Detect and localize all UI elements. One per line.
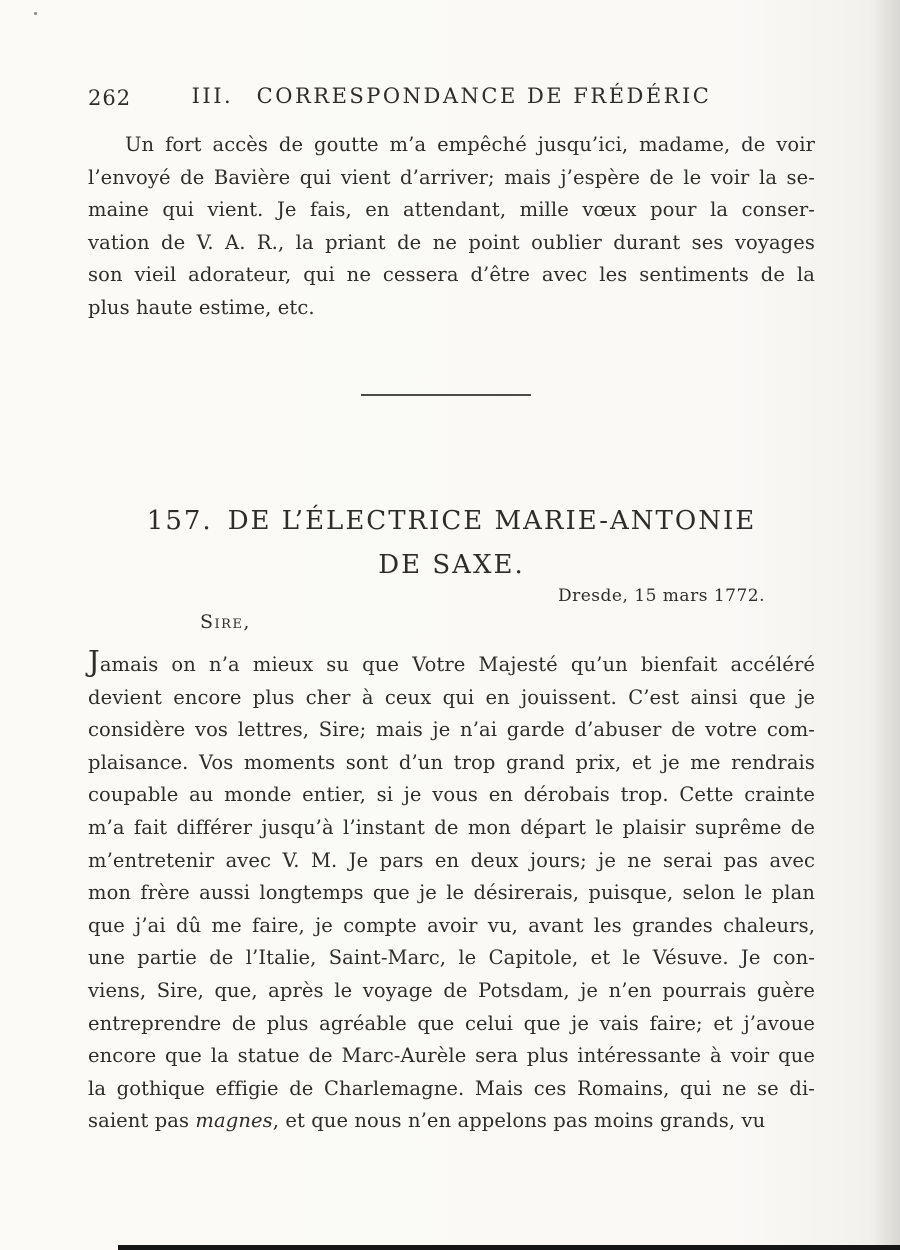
text-line: entreprendre de plus agréable que celui que je vais faire; et j’avoue	[88, 1011, 815, 1035]
salutation: Sire,	[200, 611, 251, 633]
text-line: considère vos lettres, Sire; mais je n’ai garde d’abuser de votre com-	[88, 718, 815, 742]
letter-heading	[88, 499, 815, 587]
text-line: plus haute estime, etc.	[88, 295, 315, 319]
text-line: plaisance. Vos moments sont d’un trop grand prix, et je me rendrais	[88, 750, 815, 774]
running-header	[88, 84, 815, 114]
previous-letter-ending	[88, 129, 815, 325]
text-line: encore que la statue de Marc-Aurèle sera plus intéressante à voir que	[88, 1044, 815, 1068]
text-line: que j’ai dû me faire, je compte avoir vu, avant les grandes chaleurs,	[88, 913, 815, 937]
scan-speck	[34, 12, 37, 15]
text-line: mon frère aussi longtemps que je le désirerais, puisque, selon le plan	[88, 881, 815, 905]
scan-bottom-edge-bar	[118, 1245, 900, 1250]
text-line: Un fort accès de goutte m’a empêché jusqu’ici, madame, de voir	[125, 133, 815, 156]
text-line: une partie de l’Italie, Saint-Marc, le Capitole, et le Vésuve. Je con-	[88, 946, 815, 970]
text-line: son vieil adorateur, qui ne cessera d’être avec les sentiments de la	[88, 263, 815, 287]
text-line: Jamais on n’a mieux su que Votre Majesté qu’un bienfait accéléré	[88, 644, 815, 678]
text-line: devient encore plus cher à ceux qui en jouissent. C’est ainsi que je	[88, 685, 815, 709]
running-title: III. CORRESPONDANCE DE FRÉDÉRIC	[191, 84, 712, 108]
scan-edge-shadow	[872, 0, 900, 1250]
section-divider-rule	[361, 394, 531, 396]
text-line: m’a fait différer jusqu’à l’instant de mon départ le plaisir suprême de	[88, 815, 815, 839]
text-line: coupable au monde entier, si je vous en dérobais trop. Cette crainte	[88, 783, 815, 807]
text-line: saient pas magnes, et que nous n’en appelons pas moins grands, vu	[88, 1109, 766, 1133]
text-line: vation de V. A. R., la priant de ne point oublier durant ses voyages	[88, 230, 815, 254]
letter-heading-line2: DE SAXE.	[378, 550, 525, 580]
page-number: 262	[88, 86, 132, 110]
text-line: maine qui vient. Je fais, en attendant, mille vœux pour la conser-	[88, 198, 815, 222]
text-line: viens, Sire, que, après le voyage de Potsdam, je n’en pourrais guère	[88, 978, 815, 1002]
letter-heading-line1: 157. DE L’ÉLECTRICE MARIE-ANTONIE	[146, 506, 757, 536]
text-line: m’entretenir avec V. M. Je pars en deux jours; je ne serai pas avec	[88, 848, 815, 872]
dateline: Dresde, 15 mars 1772.	[557, 586, 765, 606]
text-line: l’envoyé de Bavière qui vient d’arriver; mais j’espère de le voir la se-	[88, 165, 815, 189]
text-line: la gothique effigie de Charlemagne. Mais ces Romains, qui ne se di-	[88, 1076, 815, 1100]
letter-body	[88, 644, 815, 1138]
